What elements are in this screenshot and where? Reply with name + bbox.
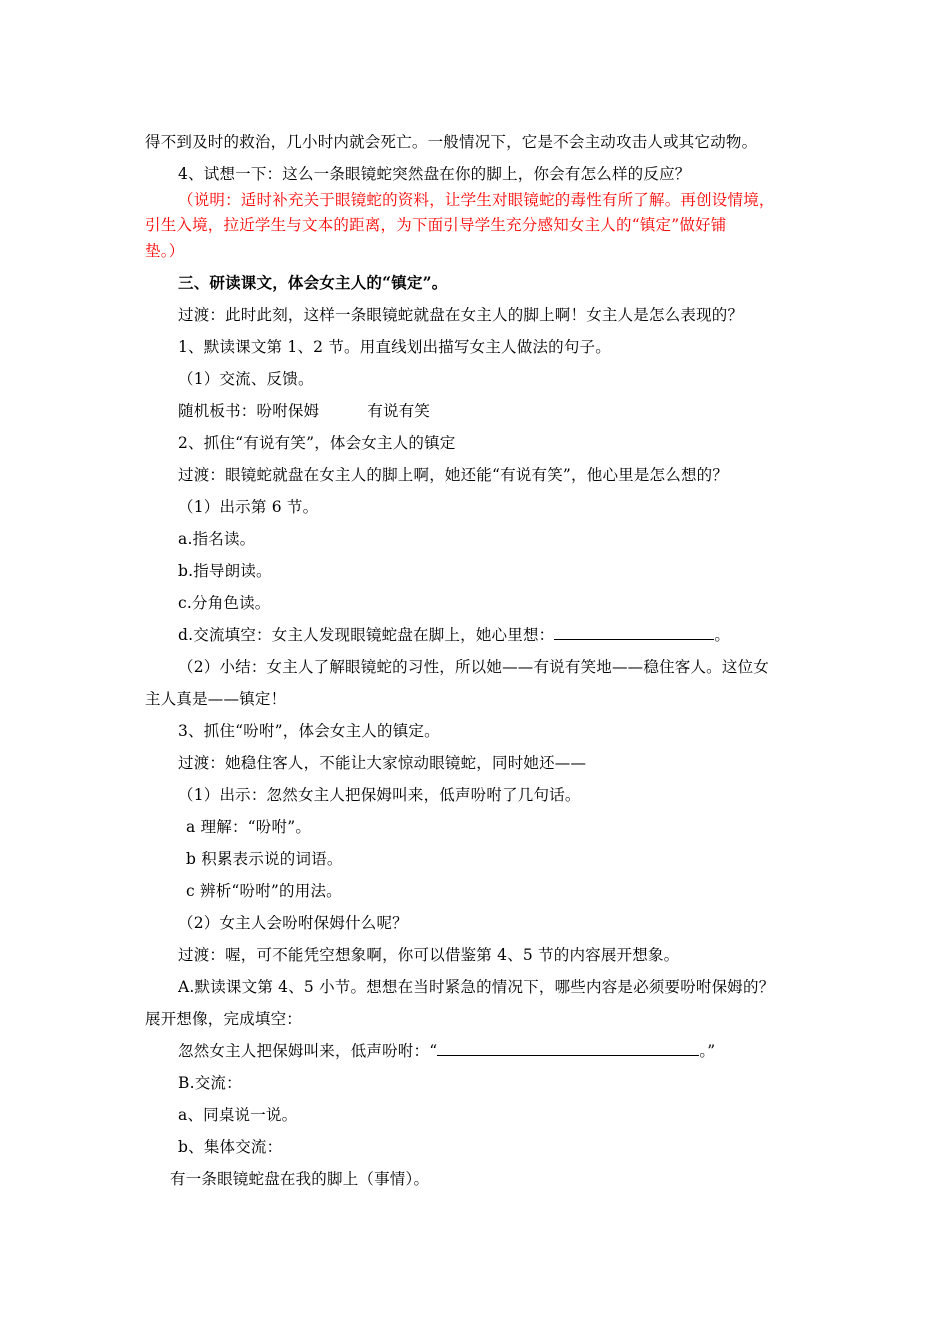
board-notes-item: 有说有笑	[367, 402, 431, 420]
fill-in-prompt: d.交流填空：女主人发现眼镜蛇盘在脚上，她心里想：	[178, 626, 555, 644]
fill-in-blank-4	[603, 1041, 699, 1056]
transition-line-3: 过渡：她稳住客人，不能让大家惊动眼镜蛇，同时她还——	[178, 754, 587, 772]
step-3: 3、抓住“吩咐”，体会女主人的镇定。	[178, 722, 440, 740]
fill-in-blank-1	[437, 1041, 465, 1056]
step-2-item-b: b.指导朗读。	[178, 562, 272, 580]
section-heading-3: 三、研读课文，体会女主人的“镇定”。	[178, 273, 448, 292]
step-1-sub-1: （1）交流、反馈。	[178, 370, 314, 388]
step-3-item-B-b: b、集体交流：	[178, 1138, 283, 1156]
step-2: 2、抓住“有说有笑”，体会女主人的镇定	[178, 434, 456, 452]
note-line-3: 垫。）	[145, 242, 185, 260]
transition-line: 过渡：此时此刻，这样一条眼镜蛇就盘在女主人的脚上啊！女主人是怎么表现的？	[178, 306, 744, 324]
fill-in-blank	[554, 625, 714, 640]
step-3-item-a: a 理解：“吩咐”。	[186, 818, 312, 836]
step-2-item-c: c.分角色读。	[178, 594, 271, 612]
step-1: 1、默读课文第 1、2 节。用直线划出描写女主人做法的句子。	[178, 338, 611, 356]
summary-line-2: 主人真是——镇定！	[145, 690, 287, 708]
step-3-sub-2: （2）女主人会吩咐保姆什么呢？	[178, 914, 408, 932]
board-notes-label: 随机板书：吩咐保姆	[178, 402, 320, 420]
step-2-item-d	[178, 624, 730, 646]
paragraph-line: 得不到及时的救治，几小时内就会死亡。一般情况下，它是不会主动攻击人或其它动物。	[145, 133, 758, 151]
step-3-item-b: b 积累表示说的词语。	[186, 850, 343, 868]
step-3-item-B-a: a、同桌说一说。	[178, 1106, 298, 1124]
fill-in-sentence-prompt: 忽然女主人把保姆叫来，低声吩咐：“	[178, 1042, 438, 1060]
step-2-sub-1: （1）出示第 6 节。	[178, 498, 319, 516]
summary-line-1: （2）小结：女主人了解眼镜蛇的习性，所以她——有说有笑地——稳住客人。这位女	[178, 658, 769, 676]
fill-in-sentence-end: 。”	[699, 1042, 716, 1060]
step-3-sub-1: （1）出示：忽然女主人把保姆叫来，低声吩咐了几句话。	[178, 786, 581, 804]
question-4: 4、试想一下：这么一条眼镜蛇突然盘在你的脚上，你会有怎么样的反应？	[178, 165, 691, 183]
board-notes-line	[178, 400, 430, 422]
transition-line-2: 过渡：眼镜蛇就盘在女主人的脚上啊，她还能“有说有笑”，他心里是怎么想的？	[178, 466, 729, 484]
fill-in-sentence	[178, 1040, 715, 1062]
fill-in-blank-3	[527, 1041, 603, 1056]
note-line-2: 引生入境，拉近学生与文本的距离，为下面引导学生充分感知女主人的“镇定”做好铺	[145, 216, 727, 234]
fill-in-blank-2	[465, 1041, 527, 1056]
step-3-item-A-cont: 展开想像，完成填空：	[145, 1010, 303, 1028]
example-line: 有一条眼镜蛇盘在我的脚上（事情）。	[170, 1170, 430, 1188]
transition-line-4: 过渡：喔，可不能凭空想象啊，你可以借鉴第 4、5 节的内容展开想象。	[178, 946, 680, 964]
step-2-item-a: a.指名读。	[178, 530, 256, 548]
step-3-item-A: A.默读课文第 4、5 小节。想想在当时紧急的情况下，哪些内容是必须要吩咐保姆的？	[178, 978, 775, 996]
fill-in-end: 。	[714, 626, 731, 644]
step-3-item-c: c 辨析“吩咐”的用法。	[186, 882, 342, 900]
note-line-1: （说明：适时补充关于眼镜蛇的资料，让学生对眼镜蛇的毒性有所了解。再创设情境，	[178, 191, 775, 209]
step-3-item-B: B.交流：	[178, 1074, 242, 1092]
